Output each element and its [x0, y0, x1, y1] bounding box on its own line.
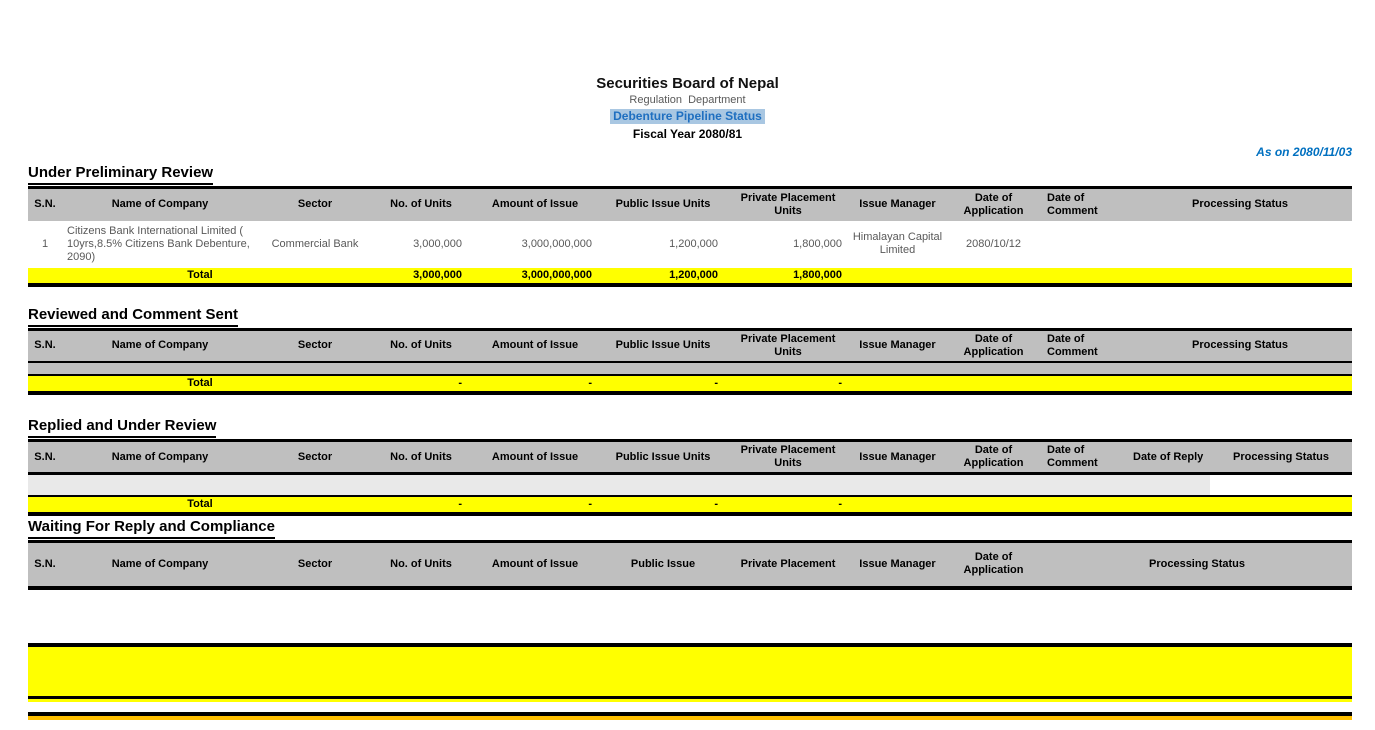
section-waiting-for-reply-and-compliance	[28, 518, 1352, 591]
col-header-date-of-reply: Date of Reply	[1128, 441, 1210, 474]
col-header-private-placement: Private Placement	[726, 541, 850, 588]
col-header-no-of-units: No. of Units	[372, 441, 470, 474]
total-row	[28, 268, 1352, 285]
yellow-band	[28, 647, 1352, 696]
amber-strip	[28, 716, 1352, 720]
table-header-row	[28, 541, 1352, 588]
total-amount-of-issue: -	[470, 496, 600, 514]
total-label: Total	[28, 375, 372, 393]
cell-amount-of-issue: 3,000,000,000	[521, 237, 592, 250]
total-public-issue-units: -	[600, 375, 726, 393]
total-no-of-units: 3,000,000	[372, 268, 470, 285]
org-title: Securities Board of Nepal	[596, 75, 779, 92]
col-header-sector: Sector	[258, 541, 372, 588]
col-header-sector: Sector	[258, 441, 372, 474]
col-header-issue-manager: Issue Manager	[850, 188, 945, 221]
col-header-processing-status: Processing Status	[1042, 541, 1352, 588]
table-row	[28, 221, 1352, 268]
col-header-public-issue-units: Public Issue Units	[600, 329, 726, 362]
col-header-amount-of-issue: Amount of Issue	[470, 329, 600, 362]
table-waiting-for-reply-and-compliance	[28, 540, 1352, 591]
col-header-amount-of-issue: Amount of Issue	[470, 541, 600, 588]
table-replied-and-under-review	[28, 439, 1352, 516]
cell-date-of-comment	[1042, 221, 1128, 268]
col-header-date-of-application: Date of Application	[945, 441, 1042, 474]
fiscal-year: Fiscal Year 2080/81	[632, 127, 743, 141]
col-header-date-of-application: Date of Application	[945, 329, 1042, 362]
table-header-row	[28, 441, 1352, 474]
col-header-private-placement-units: Private Placement Units	[726, 441, 850, 474]
col-header-private-placement-units: Private Placement Units	[726, 188, 850, 221]
total-filler	[850, 375, 1352, 393]
table-reviewed-and-comment-sent	[28, 328, 1352, 396]
col-header-sector: Sector	[258, 329, 372, 362]
section-heading-replied-and-under-review: Replied and Under Review	[28, 417, 1352, 438]
bottom-bands	[28, 643, 1352, 720]
table-header-row	[28, 329, 1352, 362]
total-filler	[850, 268, 1352, 285]
total-label: Total	[28, 496, 372, 514]
total-private-placement-units: 1,800,000	[726, 268, 850, 285]
total-private-placement-units: -	[726, 375, 850, 393]
cell-sector: Commercial Bank	[271, 237, 359, 250]
col-header-private-placement-units: Private Placement Units	[726, 329, 850, 362]
col-header-issue-manager: Issue Manager	[850, 441, 945, 474]
col-header-name-of-company: Name of Company	[62, 329, 258, 362]
empty-row	[28, 362, 1352, 375]
table-header-row	[28, 188, 1352, 221]
empty-row-tail	[1210, 474, 1352, 496]
cell-company-name: Citizens Bank International Limited ( 10yrs,8.5% Citizens Bank Debenture, 2090)	[67, 224, 250, 263]
as-on-date: As on 2080/11/03	[1256, 145, 1352, 159]
total-private-placement-units: -	[726, 496, 850, 514]
col-header-issue-manager: Issue Manager	[850, 329, 945, 362]
total-row	[28, 375, 1352, 393]
col-header-name-of-company: Name of Company	[62, 188, 258, 221]
empty-row	[28, 474, 1352, 496]
section-heading-reviewed-and-comment-sent: Reviewed and Comment Sent	[28, 306, 1352, 327]
section-heading-under-preliminary-review: Under Preliminary Review	[28, 164, 1352, 185]
cell-date-of-application: 2080/10/12	[965, 237, 1022, 250]
total-filler	[850, 496, 1352, 514]
col-header-date-of-comment: Date of Comment	[1042, 441, 1128, 474]
cell-sn: 1	[41, 237, 49, 250]
col-header-public-issue-units: Public Issue Units	[600, 441, 726, 474]
total-no-of-units: -	[372, 375, 470, 393]
section-replied-and-under-review	[28, 417, 1352, 516]
col-header-sn: S.N.	[28, 541, 62, 588]
white-gap	[28, 702, 1352, 712]
col-header-no-of-units: No. of Units	[372, 541, 470, 588]
cell-public-issue-units: 1,200,000	[669, 237, 718, 250]
col-header-sn: S.N.	[28, 441, 62, 474]
col-header-name-of-company: Name of Company	[62, 441, 258, 474]
col-header-issue-manager: Issue Manager	[850, 541, 945, 588]
total-amount-of-issue: -	[470, 375, 600, 393]
col-header-amount-of-issue: Amount of Issue	[470, 441, 600, 474]
col-header-processing-status: Processing Status	[1128, 329, 1352, 362]
total-amount-of-issue: 3,000,000,000	[470, 268, 600, 285]
department-subtitle: Regulation Department	[629, 94, 746, 106]
col-header-date-of-comment: Date of Comment	[1042, 329, 1128, 362]
cell-processing-status	[1128, 221, 1352, 268]
col-header-sn: S.N.	[28, 329, 62, 362]
col-header-public-issue-units: Public Issue Units	[600, 188, 726, 221]
col-header-date-of-comment: Date of Comment	[1042, 188, 1128, 221]
total-no-of-units: -	[372, 496, 470, 514]
col-header-date-of-application: Date of Application	[945, 188, 1042, 221]
total-label: Total	[28, 268, 372, 285]
empty-row-fill	[28, 474, 1210, 496]
col-header-processing-status: Processing Status	[1128, 188, 1352, 221]
total-row	[28, 496, 1352, 514]
section-heading-waiting-for-reply-and-compliance: Waiting For Reply and Compliance	[28, 518, 1352, 539]
report-header	[0, 0, 1375, 142]
col-header-sn: S.N.	[28, 188, 62, 221]
col-header-name-of-company: Name of Company	[62, 541, 258, 588]
table-under-preliminary-review	[28, 186, 1352, 287]
cell-no-of-units: 3,000,000	[413, 237, 462, 250]
col-header-public-issue: Public Issue	[600, 541, 726, 588]
section-under-preliminary-review	[28, 164, 1352, 287]
total-public-issue-units: -	[600, 496, 726, 514]
cell-issue-manager: Himalayan Capital Limited	[852, 231, 943, 256]
col-header-date-of-application: Date of Application	[945, 541, 1042, 588]
cell-private-placement-units: 1,800,000	[793, 237, 842, 250]
report-title-highlight: Debenture Pipeline Status	[610, 109, 765, 124]
col-header-processing-status: Processing Status	[1210, 441, 1352, 474]
col-header-no-of-units: No. of Units	[372, 188, 470, 221]
section-reviewed-and-comment-sent	[28, 306, 1352, 396]
col-header-sector: Sector	[258, 188, 372, 221]
empty-row-fill	[28, 362, 1352, 375]
col-header-no-of-units: No. of Units	[372, 329, 470, 362]
col-header-amount-of-issue: Amount of Issue	[470, 188, 600, 221]
total-public-issue-units: 1,200,000	[600, 268, 726, 285]
